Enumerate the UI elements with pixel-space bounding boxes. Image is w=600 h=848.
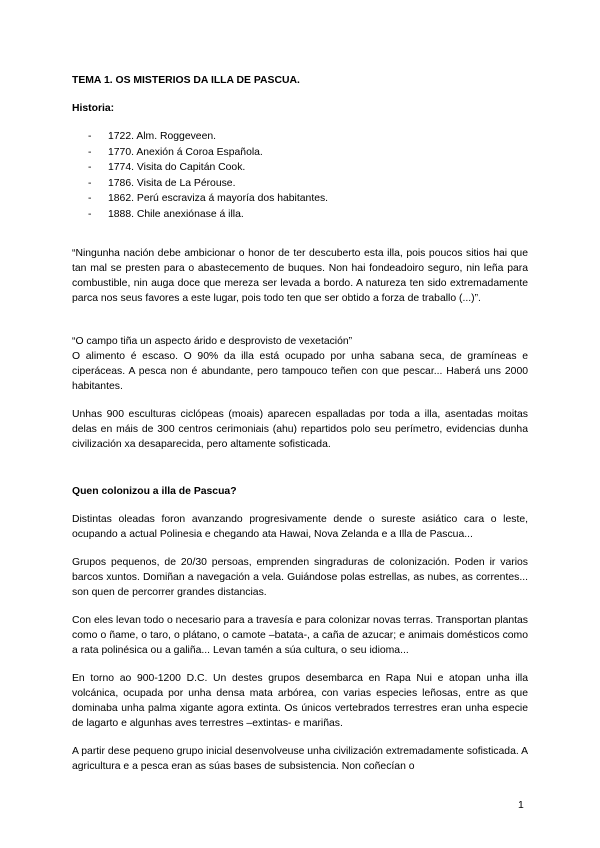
list-item: - 1774. Visita do Capitán Cook. <box>88 162 246 174</box>
moais-paragraph: Unhas 900 esculturas ciclópeas (moais) aparecen espalladas por toda a illa, asentadas moitas delas en máis de 300 centros cerimoniais (ahu) repartidos polo seu perímetro, evidencias dunha civilización xa desaparecida, pero altamente sofisticada. <box>72 409 528 450</box>
groups-paragraph: Grupos pequenos, de 20/30 persoas, emprenden singraduras de colonización. Poden ir varios barcos xuntos. Domiñan a navegación a vela. Guiándose polas estrellas, as nubes, as correntes... son quen de percorrer grandes distancias. <box>72 557 528 598</box>
list-marker: - <box>88 177 92 189</box>
list-item: - 1770. Anexión á Coroa Española. <box>88 146 263 158</box>
quote-paragraph: “Ningunha nación debe ambicionar o honor de ter descuberto esta illa, pois poucos sitios hai que tan mal se presten para o abastecemento de buques. Non hai fondeadoiro seguro, nin leña para combustible, nin auga doce que mereza ser levada a bordo. A natureza ten sido extremadamente parca nos seus favores a este lugar, pois todo ten que ser obtido a forza de traballo (...)”. <box>72 248 528 304</box>
history-heading: Historia: <box>72 103 115 114</box>
carry-paragraph: Con eles levan todo o necesario para a travesía e para colonizar novas terras. Transportan plantas como o ñame, o taro, o plátano, o camote –batata-, a caña de azucar; e animais domésticos como a rata polinésica ou a galiña... Levan tamén a súa cultura, o seu idioma... <box>72 615 528 656</box>
list-item: - 1722. Alm. Roggeveen. <box>88 131 217 142</box>
list-item: - 1786. Visita de La Pérouse. <box>88 177 236 189</box>
list-item: - 1888. Chile anexiónase á illa. <box>88 208 244 220</box>
list-marker: - <box>88 193 92 205</box>
list-marker: - <box>88 208 92 220</box>
list-item: - 1862. Perú escraviza á mayoría dos habitantes. <box>88 193 329 205</box>
list-marker: - <box>88 162 92 174</box>
quote-vegetation: “O campo tiña un aspecto árido e desprovisto de vexetación” <box>72 336 353 347</box>
page-number: 1 <box>518 800 524 811</box>
document-title: TEMA 1. OS MISTERIOS DA ILLA DE PASCUA. <box>72 75 300 86</box>
civilization-paragraph: A partir dese pequeno grupo inicial desenvolveuse unha civilización extremadamente sofisticada. A agricultura e a pesca eran as súas bases de subsistencia. Non coñecían o <box>72 746 528 772</box>
food-paragraph: O alimento é escaso. O 90% da illa está ocupado por unha sabana seca, de gramíneas e ciperáceas. A pesca non é abundante, pero tampouco teñen con que pescar... Haberá uns 2000 habitantes. <box>72 351 528 392</box>
list-marker: - <box>88 131 92 142</box>
list-marker: - <box>88 146 92 158</box>
history-timeline <box>88 129 328 223</box>
rapanui-paragraph: En torno ao 900-1200 D.C. Un destes grupos desembarca en Rapa Nui e atopan unha illa volcánica, ocupada por unha densa mata arbórea, con varias especies leñosas, entre as que dominaba unha palma xigante agora extinta. Os únicos vertebrados terrestres eran unha especie de lagarto e algunhas aves terrestres –extintas- e mariñas. <box>72 673 528 729</box>
colonize-heading: Quen colonizou a illa de Pascua? <box>72 486 237 497</box>
waves-paragraph: Distintas oleadas foron avanzando progresivamente dende o sureste asiático cara o leste, ocupando a actual Polinesia e chegando ata Hawai, Nova Zelanda e a Illa de Pascua... <box>72 514 528 540</box>
